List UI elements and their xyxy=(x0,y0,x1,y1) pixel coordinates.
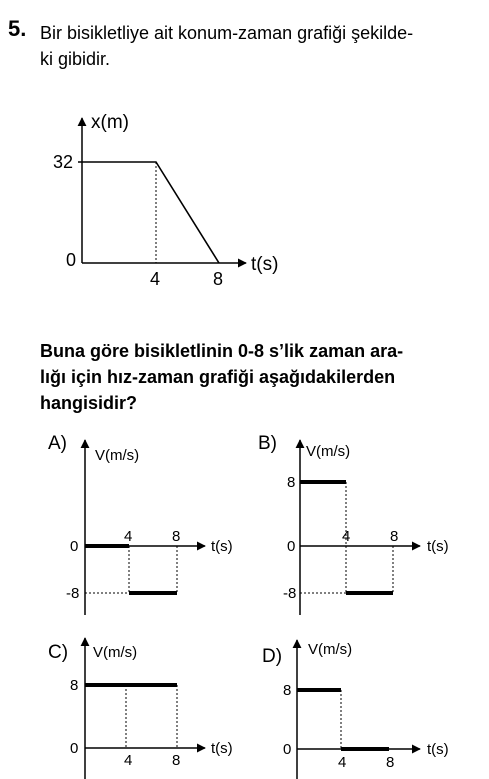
x-tick-label: 8 xyxy=(172,528,181,545)
question-text-line: Bir bisikletliye ait konum-zaman grafiği şekilde- xyxy=(40,23,414,43)
x-tick-label: 4 xyxy=(124,752,133,769)
x-axis-label: t(s) xyxy=(427,538,449,555)
x-axis-label: t(s) xyxy=(251,254,279,275)
question-number: 5. xyxy=(8,16,27,41)
y-tick-label: 8 xyxy=(287,474,296,491)
x-tick-label: 8 xyxy=(213,269,224,289)
y-axis-label: V(m/s) xyxy=(308,641,353,658)
y-axis-label: V(m/s) xyxy=(93,644,138,661)
x-tick-label: 4 xyxy=(150,269,161,289)
y-tick-label: 8 xyxy=(283,682,292,699)
y-tick-label: 0 xyxy=(66,250,77,270)
y-tick-label: 0 xyxy=(70,740,79,757)
option-d[interactable] xyxy=(262,640,449,779)
option-label: B) xyxy=(258,433,277,454)
option-c[interactable] xyxy=(48,638,233,779)
y-tick-label: 0 xyxy=(70,538,79,555)
x-tick-label: 4 xyxy=(342,528,351,545)
y-axis-label: x(m) xyxy=(91,112,129,133)
x-axis-label: t(s) xyxy=(211,740,233,757)
y-axis-label: V(m/s) xyxy=(306,443,351,460)
y-tick-label: -8 xyxy=(66,585,80,602)
prompt-line: lığı için hız-zaman grafiği aşağıdakilerden xyxy=(40,367,396,387)
x-tick-label: 8 xyxy=(386,754,395,771)
x-tick-label: 4 xyxy=(338,754,347,771)
x-tick-label: 8 xyxy=(172,752,181,769)
y-tick-label: 0 xyxy=(287,538,296,555)
y-tick-label: 8 xyxy=(70,677,79,694)
option-b[interactable] xyxy=(258,433,449,615)
y-tick-label: -8 xyxy=(283,585,297,602)
prompt-line: Buna göre bisikletlinin 0-8 s’lik zaman ara- xyxy=(40,341,404,361)
y-tick-label: 0 xyxy=(283,741,292,758)
option-label: A) xyxy=(48,433,67,454)
question-text-line: ki gibidir. xyxy=(40,49,111,69)
x-axis-label: t(s) xyxy=(211,538,233,555)
x-tick-label: 8 xyxy=(390,528,399,545)
y-axis-label: V(m/s) xyxy=(95,447,140,464)
y-tick-label: 32 xyxy=(53,152,74,172)
option-label: C) xyxy=(48,642,69,663)
x-tick-label: 4 xyxy=(124,528,133,545)
prompt-line: hangisidir? xyxy=(40,393,138,413)
option-label: D) xyxy=(262,646,283,667)
x-axis-label: t(s) xyxy=(427,741,449,758)
option-a[interactable] xyxy=(48,433,233,615)
